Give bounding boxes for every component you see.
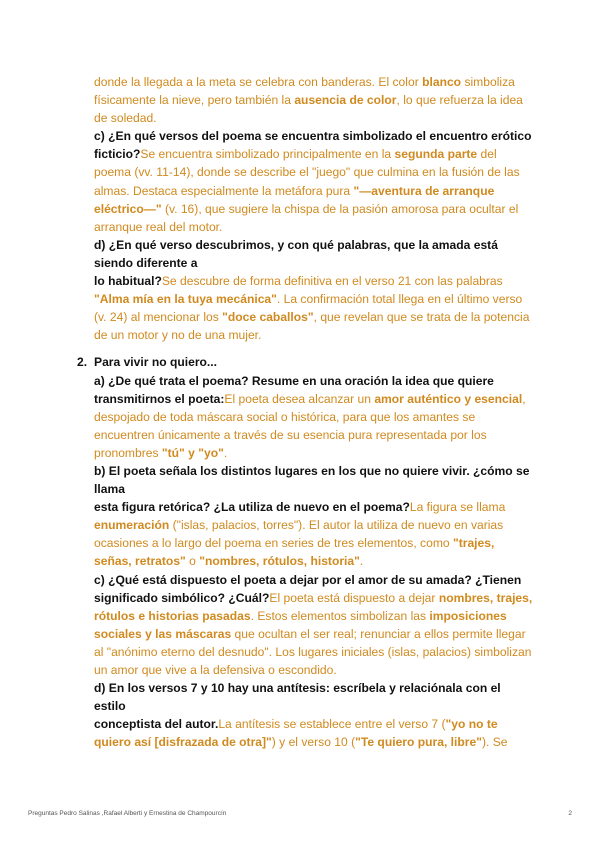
highlight-term: imposiciones sociales y las máscaras bbox=[94, 608, 507, 641]
question-c-text-2: ficticio? bbox=[94, 147, 141, 162]
text-run: ("islas, palacios, torres"). El autor la utiliza de nuevo en varias ocasiones a lo largo del poema en series de tres elementos, como bbox=[94, 518, 504, 551]
text-run: , despojado de toda máscara social o histórica, para que los amantes se encuentren únicamente a través de su esencia pura representada por los pronombres bbox=[94, 391, 526, 460]
highlight-term: "nombres, rótulos, historia" bbox=[199, 554, 360, 569]
text-run: simboliza físicamente la nieve, pero también la bbox=[94, 75, 515, 108]
item-title: Para vivir no quiero... bbox=[94, 355, 217, 370]
text-run: , que revelan que se trata de la potencia de un motor y no de una mujer. bbox=[94, 310, 530, 343]
question-c-text: c) ¿En qué versos del poema se encuentra simbolizado el encuentro erótico bbox=[94, 129, 532, 144]
text-run: (v. 16), que sugiere la chispa de la pasión amorosa para ocultar el arranque real del motor. bbox=[94, 201, 519, 234]
text-run: o bbox=[185, 554, 200, 569]
text-run: El poeta está dispuesto a dejar bbox=[269, 590, 439, 605]
text-run: La antítesis se establece entre el verso 7 ( bbox=[218, 717, 446, 732]
item2-question-d-text-2: conceptista del autor. bbox=[94, 717, 219, 732]
page-footer bbox=[28, 810, 572, 817]
question-d-text: d) ¿En qué verso descubrimos, y con qué palabras, que la amada está siendo diferente a bbox=[94, 237, 498, 270]
highlight-term: "doce caballos" bbox=[222, 310, 314, 325]
item2-question-c-text: c) ¿Qué está dispuesto el poeta a dejar por el amor de su amada? ¿Tienen significado simbólico? ¿Cuál? bbox=[94, 572, 522, 605]
text-run: Se descubre de forma definitiva en el verso 21 con las palabras bbox=[161, 274, 503, 289]
text-run: La figura se llama bbox=[409, 500, 506, 515]
text-run: El poeta desea alcanzar un bbox=[224, 391, 375, 406]
highlight-term: amor auténtico y esencial bbox=[374, 391, 523, 406]
text-run: . Estos elementos simbolizan las bbox=[250, 608, 430, 623]
answer-c bbox=[94, 147, 520, 233]
highlight-term: nombres, trajes, rótulos e historias pasadas bbox=[94, 590, 533, 623]
highlight-term: "Te quiero pura, libre" bbox=[355, 735, 482, 750]
highlight-term: blanco bbox=[422, 75, 462, 89]
text-run: que ocultan el ser real; renunciar a ellos permite llegar al "anónimo eterno del desnudo". Los lugares iniciales (islas, palacios) simbolizan un amor que vive a la defensiva o escondido. bbox=[94, 626, 532, 677]
text-run: Se encuentra simbolizado principalmente en la bbox=[140, 147, 395, 162]
question-c bbox=[94, 127, 534, 236]
highlight-term: ausencia de color bbox=[294, 93, 397, 108]
footer-title: Preguntas Pedro Salinas ,Rafael Alberti y Ernestina de Champourcín bbox=[28, 810, 227, 817]
document-body bbox=[77, 73, 534, 751]
answer-b-continuation bbox=[94, 73, 534, 127]
text-run: . bbox=[223, 445, 228, 460]
item2-question-b bbox=[94, 462, 534, 571]
text-run: ). Se bbox=[481, 735, 508, 750]
page-number: 2 bbox=[568, 810, 572, 817]
highlight-term: "trajes, señas, retratos" bbox=[94, 536, 495, 569]
list-item-2 bbox=[77, 353, 534, 751]
text-run: del poema (vv. 11-14), donde se describe el "juego" que culmina en la fusión de las almas. Destaca especialmente la metáfora pura bbox=[94, 147, 520, 198]
highlight-term: "yo no te quiero así [disfrazada de otra]" bbox=[94, 717, 498, 750]
highlight-term: "—aventura de arranque eléctrico—" bbox=[94, 183, 495, 216]
highlight-term: "Alma mía en la tuya mecánica" bbox=[94, 292, 277, 307]
question-d bbox=[94, 236, 534, 345]
item2-question-c bbox=[94, 571, 534, 680]
item2-question-d bbox=[94, 679, 534, 751]
item2-question-a-text: a) ¿De qué trata el poema? Resume en una oración la idea que quiere transmitirnos el poeta: bbox=[94, 373, 494, 406]
text-run: . La confirmación total llega en el último verso (v. 24) al mencionar los bbox=[94, 292, 523, 325]
text-run: . bbox=[359, 554, 364, 569]
highlight-term: segunda parte bbox=[394, 147, 478, 162]
item2-question-a bbox=[94, 372, 534, 462]
item2-question-b-text-2: esta figura retórica? ¿La utiliza de nuevo en el poema? bbox=[94, 500, 410, 515]
highlight-term: enumeración bbox=[94, 518, 170, 533]
item2-question-d-text: d) En los versos 7 y 10 hay una antítesis: escríbela y relaciónala con el estilo bbox=[94, 681, 501, 714]
item2-question-b-text: b) El poeta señala los distintos lugares en los que no quiere vivir. ¿cómo se llama bbox=[94, 463, 530, 497]
text-run: donde la llegada a la meta se celebra con banderas. El color bbox=[94, 75, 423, 89]
text-run: ) y el verso 10 ( bbox=[271, 735, 356, 750]
list-number: 2. bbox=[77, 355, 88, 370]
question-d-text-2: lo habitual? bbox=[94, 274, 162, 289]
highlight-term: "tú" y "yo" bbox=[161, 445, 224, 460]
text-run: , lo que refuerza la idea de soledad. bbox=[94, 93, 523, 126]
